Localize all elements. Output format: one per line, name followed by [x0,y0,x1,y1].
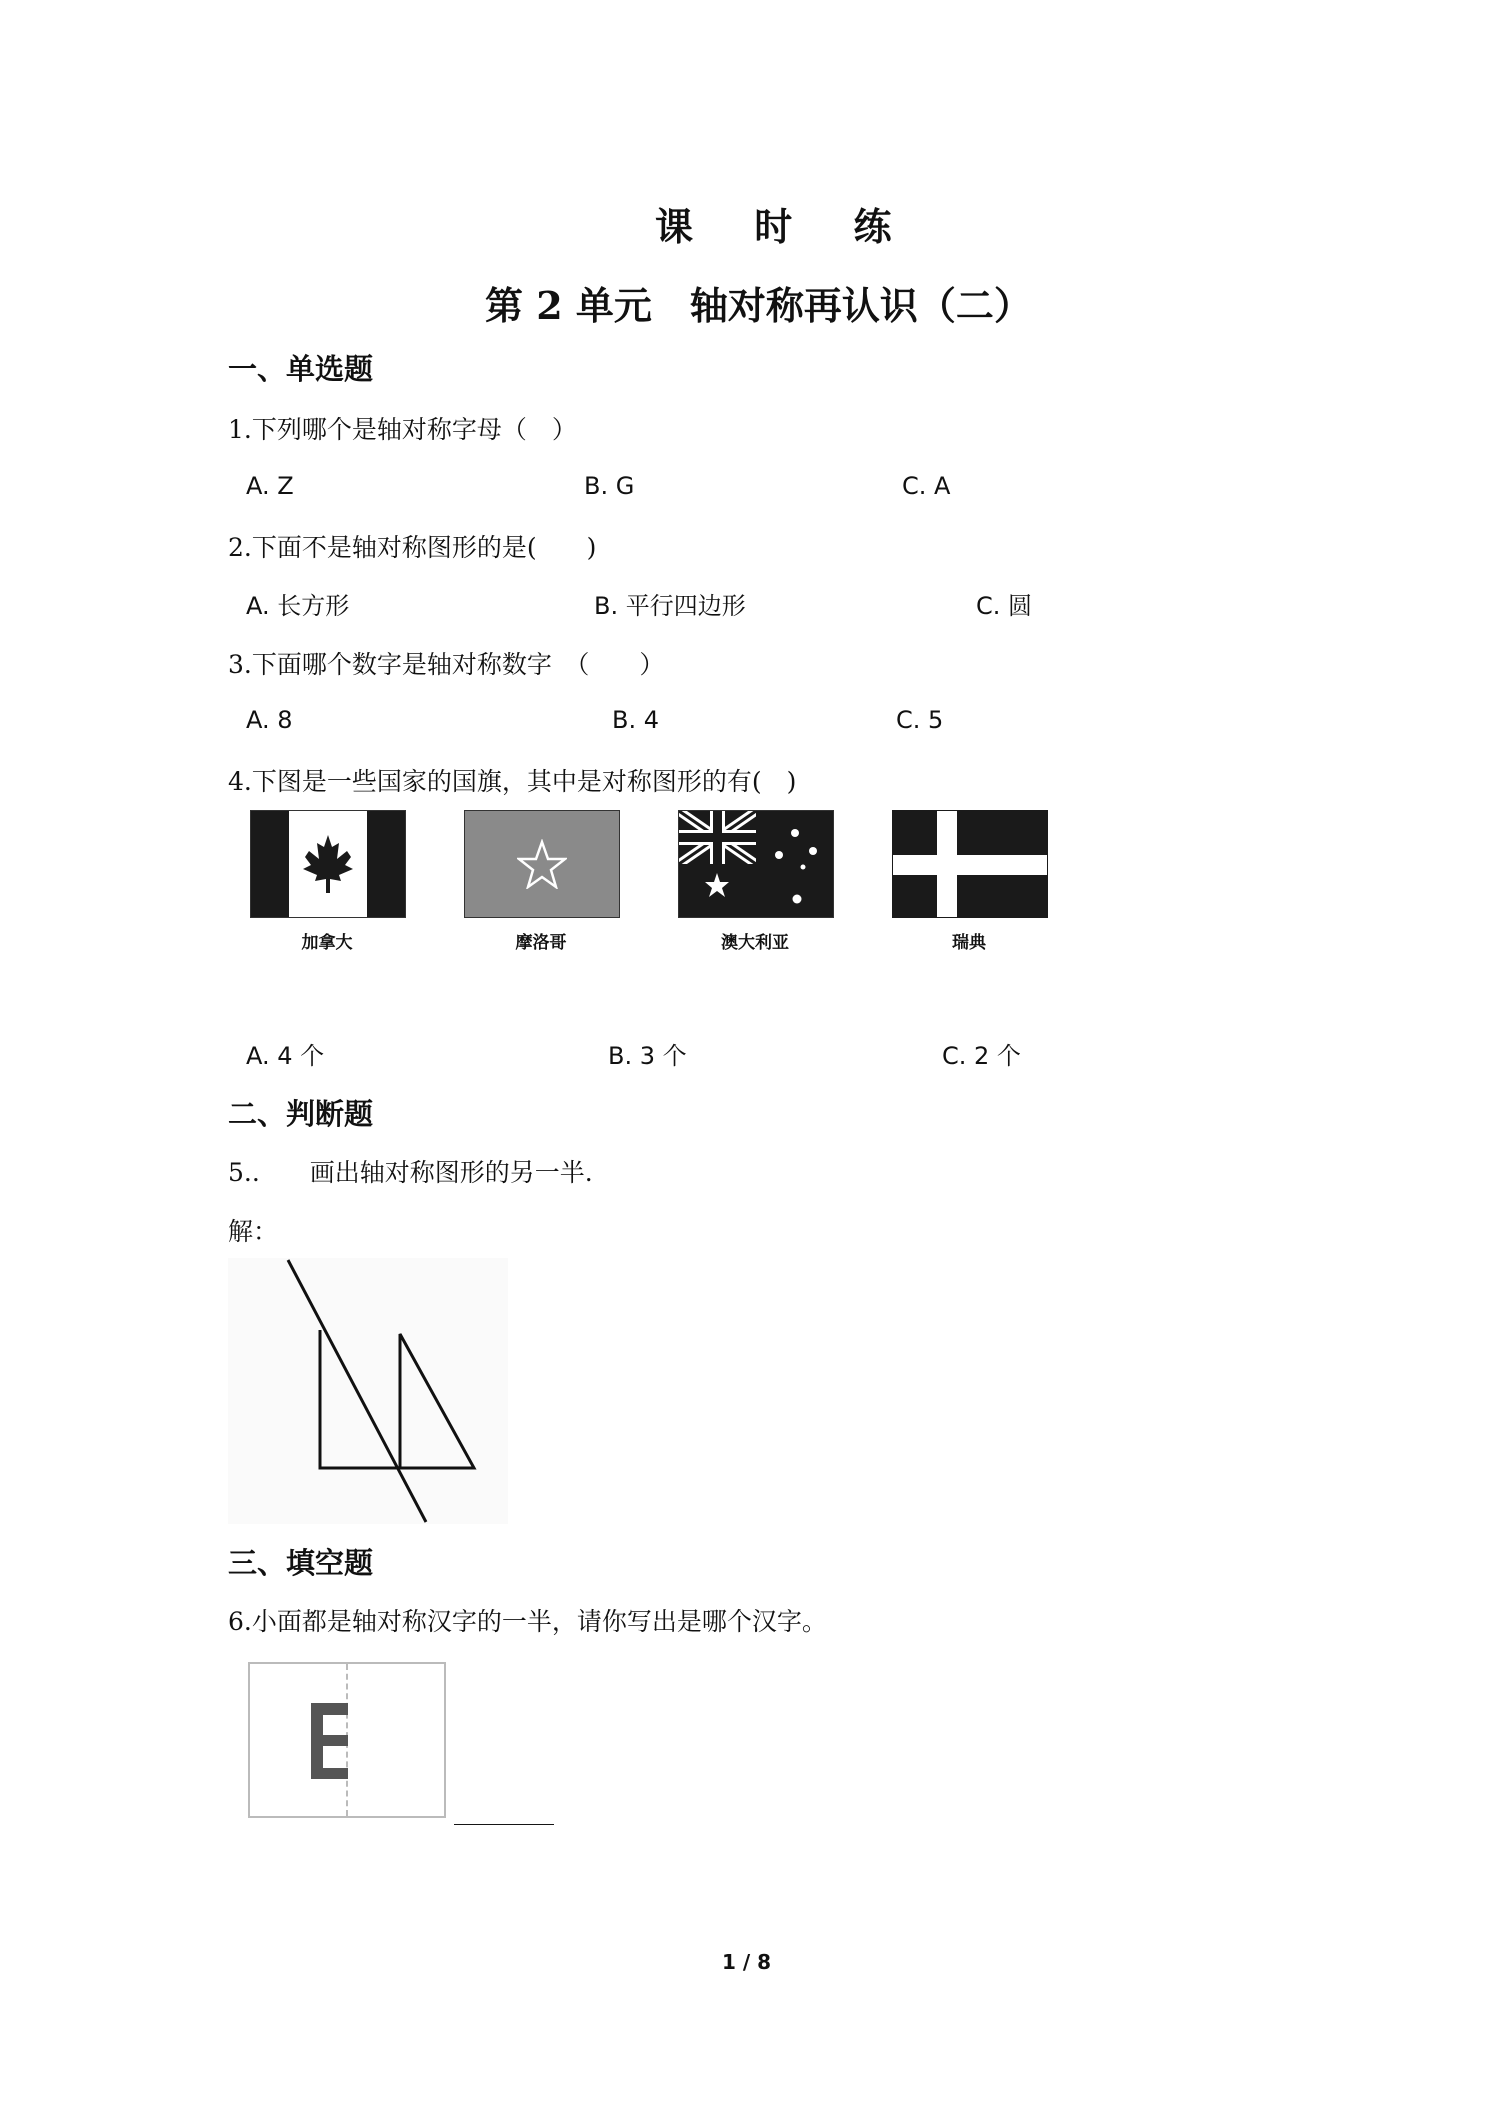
q4-option-a: A. 4 个 [246,1042,325,1070]
maple-leaf-icon [301,833,355,895]
answer-blank: ________ [454,1796,554,1825]
answer-label: 解： [228,1217,279,1246]
question-5: 5.. 画出轴对称图形的另一半. [228,1158,593,1187]
question-1: 1.下列哪个是轴对称字母（ ） [228,415,577,444]
q4-option-b: B. 3 个 [608,1042,687,1070]
question-6: 6.小面都是轴对称汉字的一半，请你写出是哪个汉字。 [228,1607,827,1636]
q1-option-c: C. A [902,472,951,500]
question-4: 4.下图是一些国家的国旗，其中是对称图形的有( ) [228,767,797,796]
southern-cross-stars-icon [679,811,833,917]
section-heading-fill-blank: 三、填空题 [228,1546,374,1580]
half-character-box [248,1662,446,1818]
q2-option-b: B. 平行四边形 [594,592,746,620]
flag-canada [250,810,406,918]
star-icon [517,839,567,889]
question-3: 3.下面哪个数字是轴对称数字 （ ） [228,650,665,679]
section-heading-true-false: 二、判断题 [228,1097,374,1131]
flag-label-sweden: 瑞典 [952,933,986,953]
section-heading-single-choice: 一、单选题 [228,352,374,386]
question-2: 2.下面不是轴对称图形的是( ) [228,533,597,562]
q1-option-a: A. Z [246,472,294,500]
page-number: 1 / 8 [722,1950,772,1974]
flag-sweden [892,810,1048,918]
q2-option-c: C. 圆 [976,592,1033,620]
q3-option-c: C. 5 [896,706,944,734]
q4-option-c: C. 2 个 [942,1042,1021,1070]
page-subtitle: 第 2 单元 轴对称再认识（二） [485,283,1032,328]
q1-option-b: B. G [584,472,635,500]
flag-australia [678,810,834,918]
flag-label-australia: 澳大利亚 [721,933,789,953]
flag-morocco [464,810,620,918]
q3-option-b: B. 4 [612,706,659,734]
flag-label-canada: 加拿大 [301,933,353,953]
page-title: 课 时 练 [655,204,916,249]
q2-option-a: A. 长方形 [246,592,350,620]
flag-label-morocco: 摩洛哥 [515,933,567,953]
half-character-glyph [308,1700,348,1782]
triangle-symmetry-figure [228,1258,508,1524]
q3-option-a: A. 8 [246,706,293,734]
